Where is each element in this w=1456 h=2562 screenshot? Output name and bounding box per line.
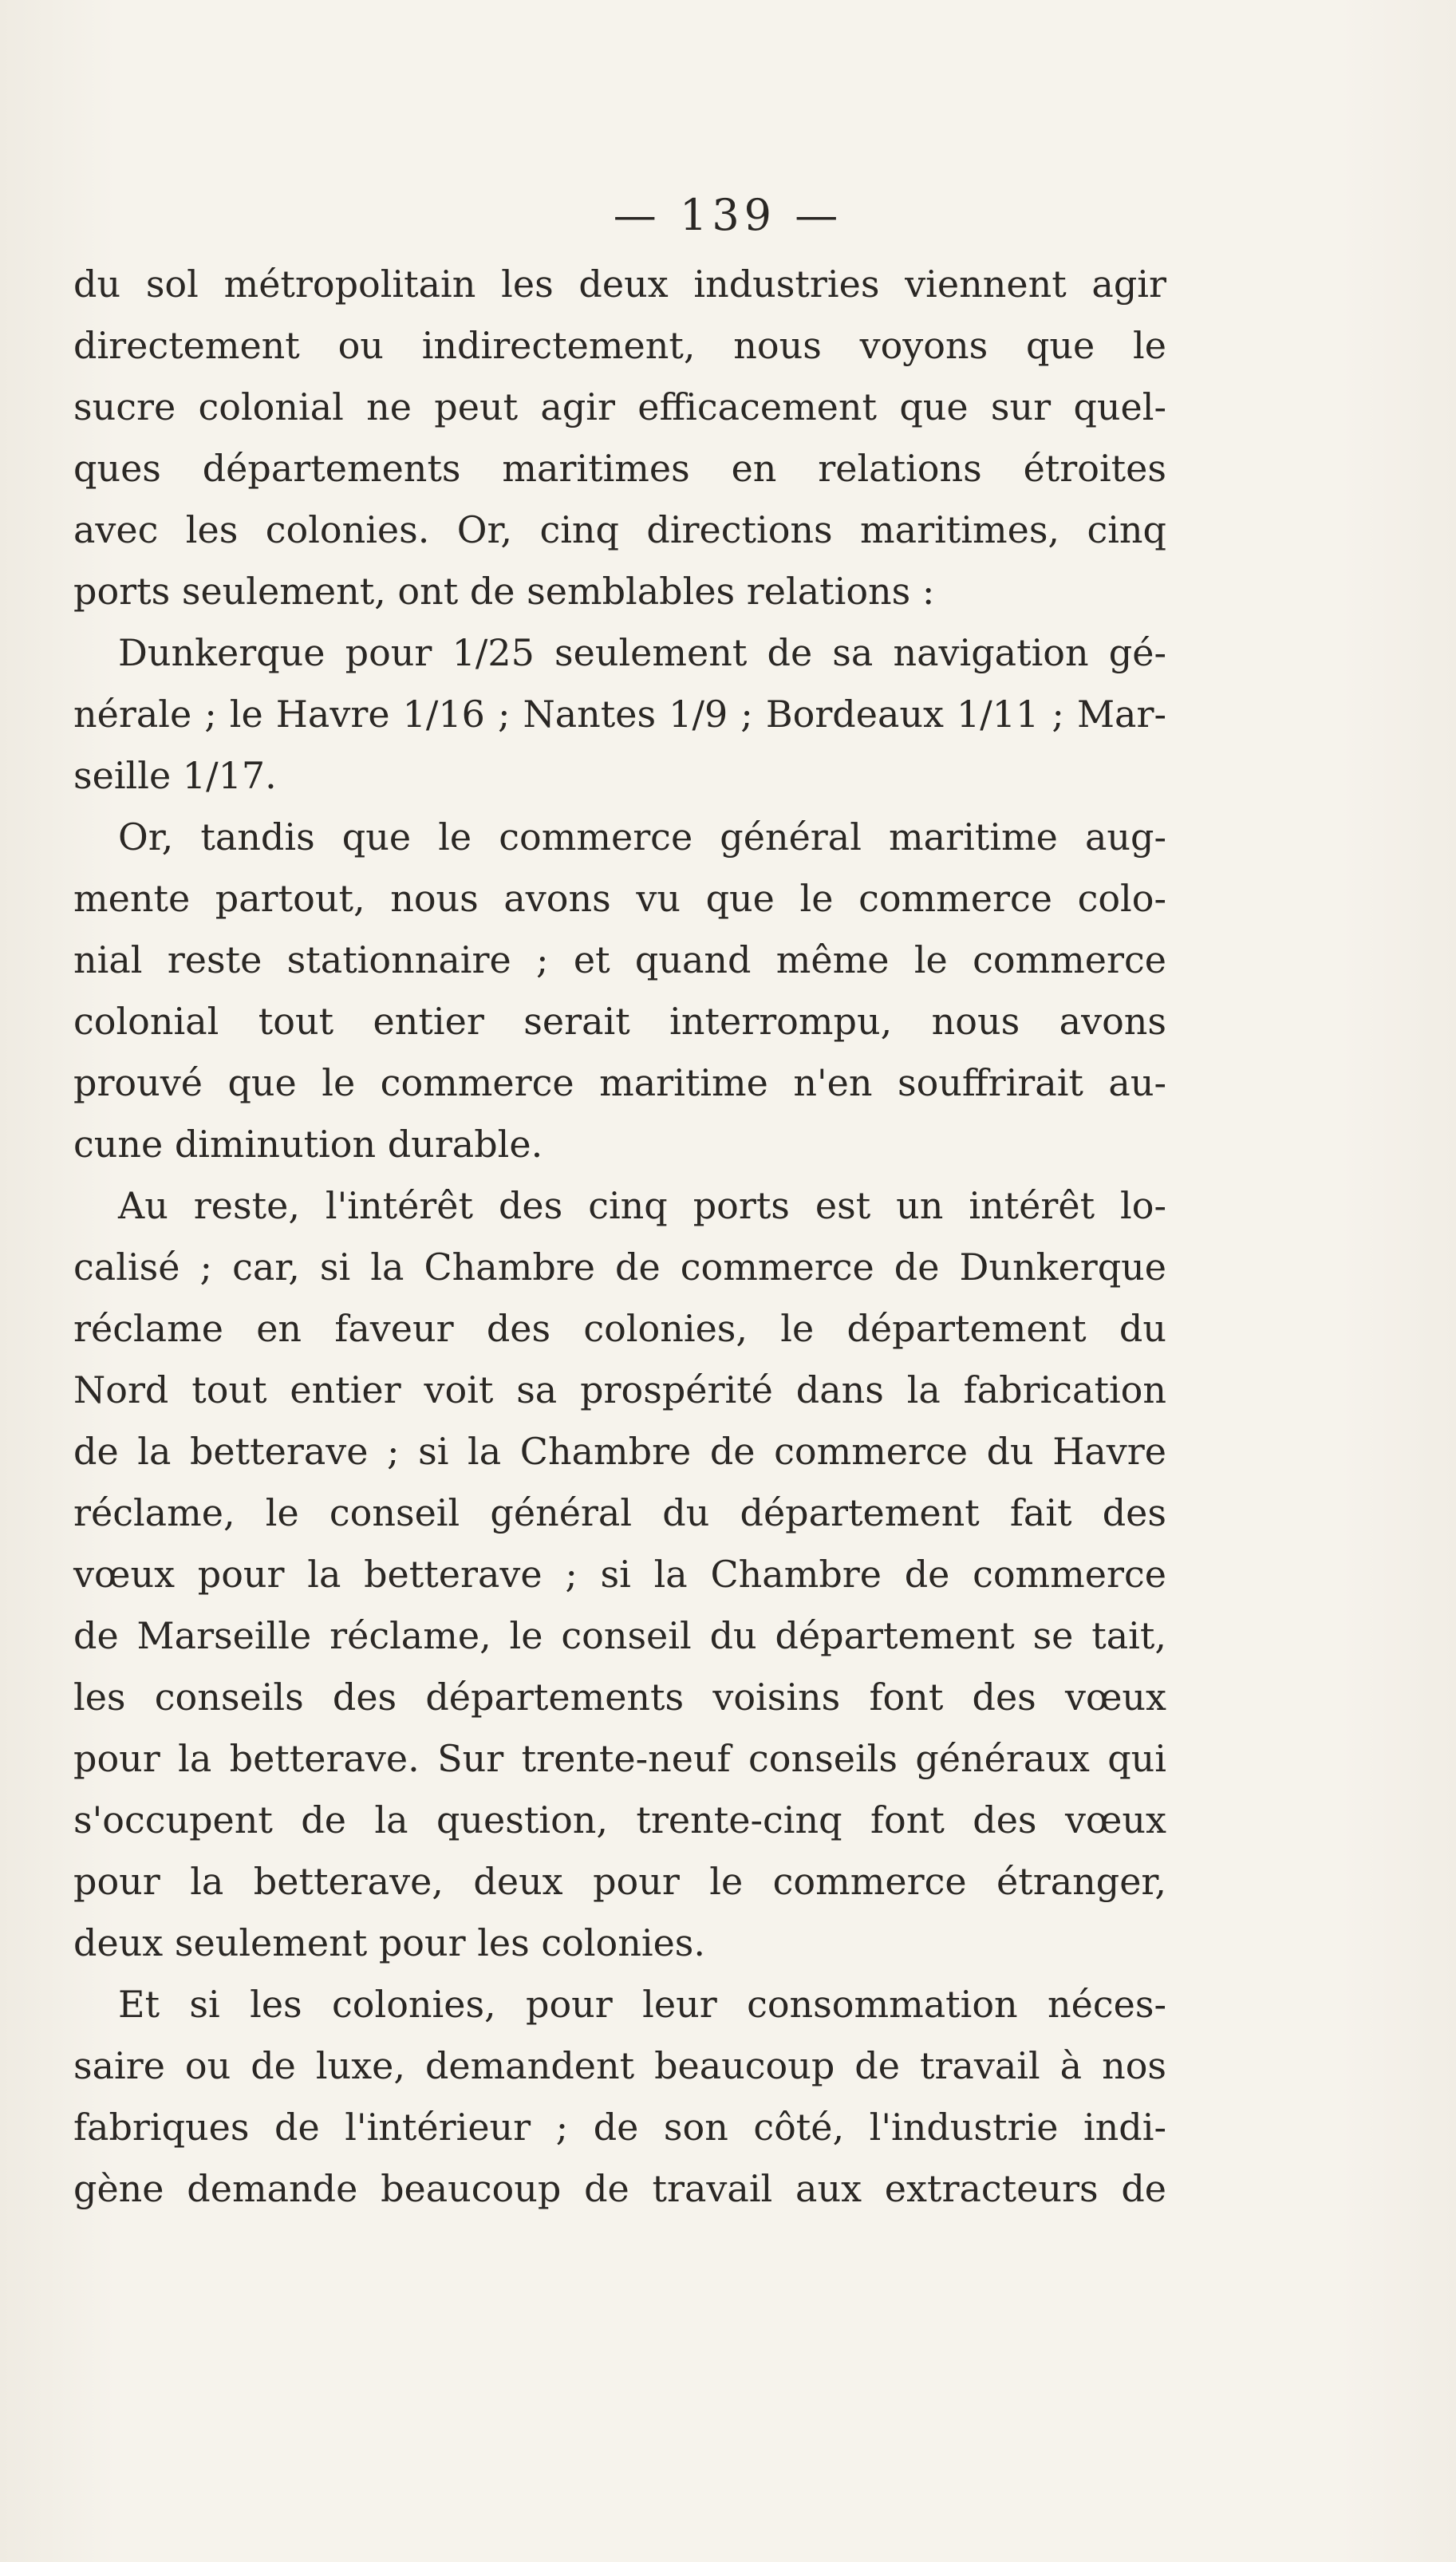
- text-line: colonial tout entier serait interrompu, nous avons: [73, 1000, 1166, 1043]
- text-line: mente partout, nous avons vu que le commerce colo-: [73, 877, 1166, 920]
- body-text: [73, 254, 1166, 2220]
- text-line: Dunkerque pour 1/25 seulement de sa navigation gé-: [118, 631, 1166, 674]
- page-number: — 139 —: [613, 190, 843, 240]
- text-line: deux seulement pour les colonies.: [73, 1921, 706, 1964]
- text-line: Or, tandis que le commerce général maritime aug-: [118, 815, 1166, 859]
- text-line: directement ou indirectement, nous voyons que le: [73, 324, 1166, 367]
- text-line: ques départements maritimes en relations étroites: [73, 447, 1166, 490]
- text-line: s'occupent de la question, trente-cinq font des vœux: [73, 1798, 1166, 1842]
- text-line: de Marseille réclame, le conseil du département se tait,: [73, 1614, 1166, 1657]
- text-line: avec les colonies. Or, cinq directions maritimes, cinq: [73, 508, 1166, 551]
- text-line: nérale ; le Havre 1/16 ; Nantes 1/9 ; Bordeaux 1/11 ; Mar-: [73, 693, 1166, 736]
- text-line: Et si les colonies, pour leur consommation néces-: [118, 1983, 1166, 2026]
- text-line: fabriques de l'intérieur ; de son côté, l'industrie indi-: [73, 2106, 1166, 2149]
- text-line: nial reste stationnaire ; et quand même le commerce: [73, 938, 1166, 981]
- text-line: du sol métropolitain les deux industries viennent agir: [73, 263, 1166, 306]
- text-line: gène demande beaucoup de travail aux extracteurs de: [73, 2167, 1166, 2210]
- text-line: Nord tout entier voit sa prospérité dans la fabrication: [73, 1368, 1166, 1411]
- text-line: pour la betterave. Sur trente-neuf conseils généraux qui: [73, 1737, 1166, 1780]
- text-line: réclame en faveur des colonies, le département du: [73, 1307, 1166, 1350]
- text-line: sucre colonial ne peut agir efficacement que sur quel-: [73, 385, 1166, 428]
- text-line: ports seulement, ont de semblables relations :: [73, 570, 935, 613]
- text-line: Au reste, l'intérêt des cinq ports est un intérêt lo-: [118, 1184, 1166, 1227]
- text-line: réclame, le conseil général du département fait des: [73, 1491, 1166, 1534]
- text-line: prouvé que le commerce maritime n'en souffrirait au-: [73, 1061, 1166, 1104]
- text-line: les conseils des départements voisins font des vœux: [73, 1676, 1166, 1719]
- text-line: calisé ; car, si la Chambre de commerce de Dunkerque: [73, 1245, 1166, 1289]
- text-line: vœux pour la betterave ; si la Chambre de commerce: [73, 1553, 1166, 1596]
- text-line: seille 1/17.: [73, 754, 277, 797]
- text-line: cune diminution durable.: [73, 1123, 543, 1166]
- text-line: pour la betterave, deux pour le commerce étranger,: [73, 1860, 1166, 1903]
- text-line: saire ou de luxe, demandent beaucoup de travail à nos: [73, 2044, 1166, 2087]
- text-line: de la betterave ; si la Chambre de commerce du Havre: [73, 1430, 1166, 1473]
